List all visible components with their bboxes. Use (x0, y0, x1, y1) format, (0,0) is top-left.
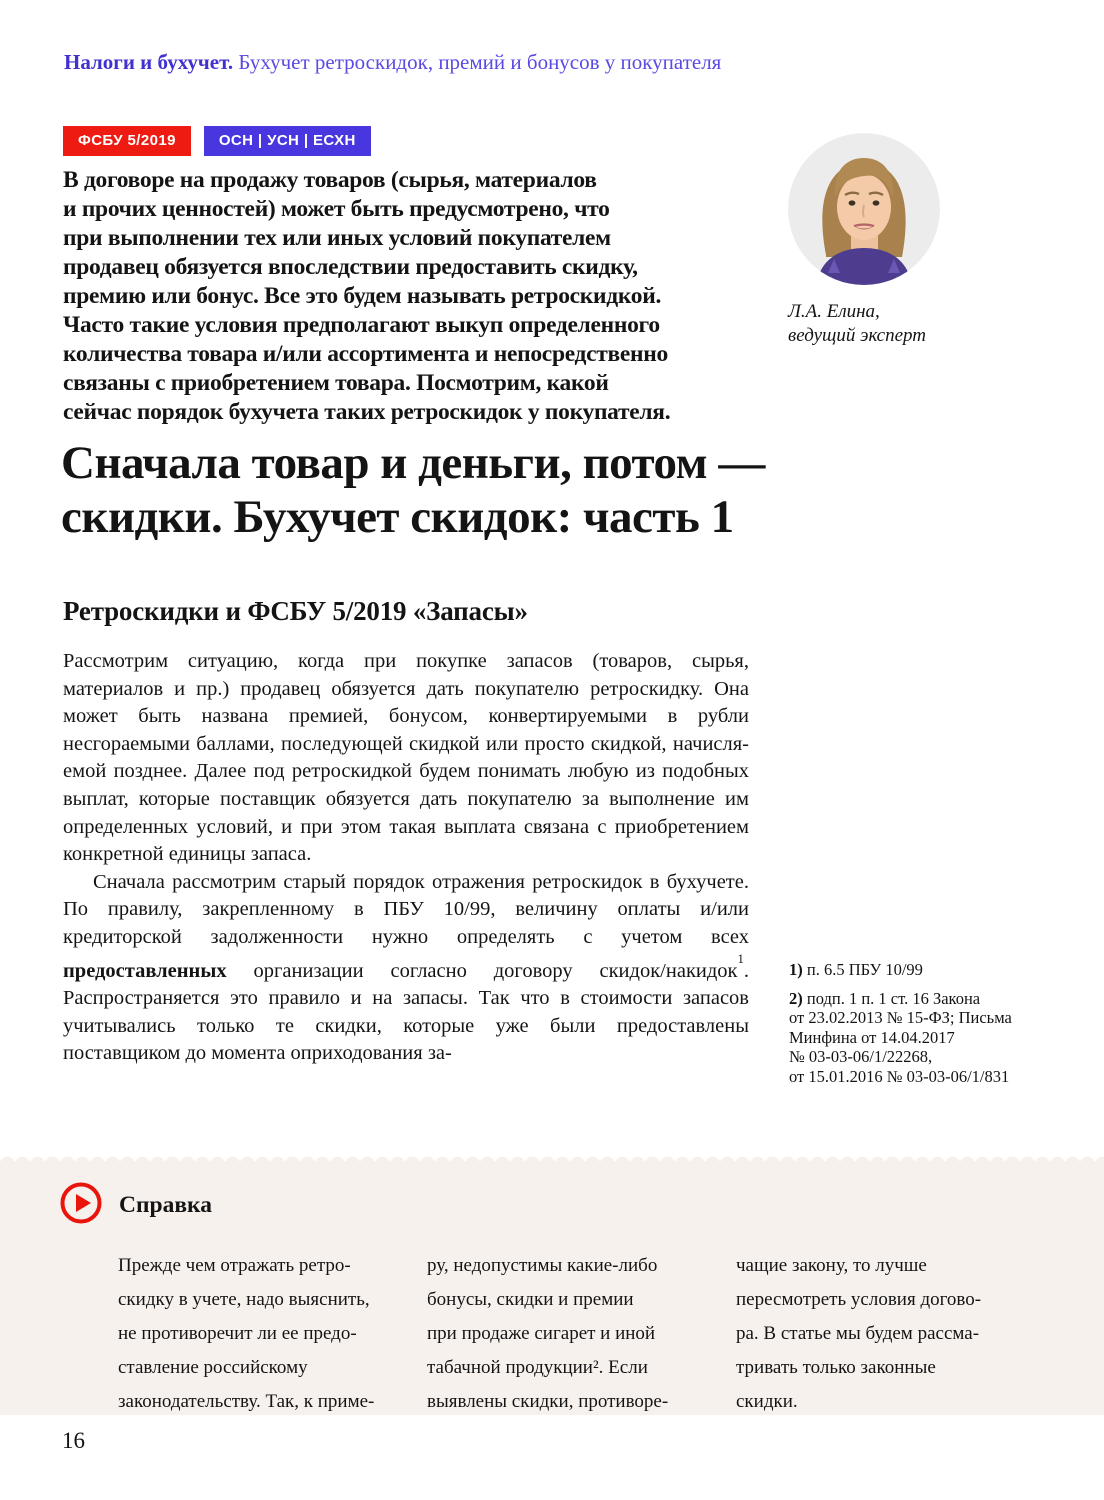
author-block (788, 133, 1023, 348)
reference-box-title: Справка (119, 1192, 212, 1218)
bold-term: предоставленных (63, 959, 227, 982)
body-paragraph-2 (63, 869, 749, 1068)
play-circle-icon (60, 1182, 102, 1229)
footnote-2 (789, 989, 1039, 1087)
body-paragraph-2-text: организации согласно договору скидок/накидок (226, 959, 738, 982)
reference-column-1: Прежде чем отражать ретро- скидку в учете, надо выяснить, не противоречит ли ее предо- ставление российскому законодательству. Так, к приме- (118, 1255, 375, 1412)
footnote-ref-1: 1 (737, 951, 744, 966)
lead-paragraph: В договоре на продажу товаров (сырья, материалов и прочих ценностей) может быть предусмотрено, что при выполнении тех или иных условий покупателем продавец обязуется впоследствии предоставить скидку, премию или бонус. Все это будем называть ретроскидкой. Часто такие условия предполагают выкуп определенного количества товара и/или ассортимента и непосредственно связаны с приобретением товара. Посмотрим, какой сейчас порядок бухучета таких ретроскидок у покупателя. (63, 167, 671, 425)
footnote-2-number: 2) (789, 988, 803, 1008)
margin-footnotes (789, 960, 1039, 1086)
tag-badges (63, 126, 371, 156)
reference-column-3: чащие закону, то лучше пересмотреть условия догово- ра. В статье мы будем рассма- тривать только законные скидки. (736, 1255, 982, 1412)
reference-box (0, 1161, 1104, 1415)
author-portrait-photo (788, 272, 940, 289)
author-caption (788, 300, 1023, 348)
section-heading: Ретроскидки и ФСБУ 5/2019 «Запасы» (63, 596, 528, 626)
article-kicker: Бухучет ретроскидок, премий и бонусов у покупателя (238, 50, 722, 74)
body-paragraph-2-text: . Распространяется это правило и на запасы. Так что в стоимости запасов учитывались только те скидки, которые уже были предоставлены поставщиком до момента оприходования за- (63, 959, 749, 1065)
page-number: 16 (62, 1428, 85, 1453)
body-paragraph-2-text: Сначала рассмотрим старый порядок отражения ретроскидок в бухучете. По правилу, закрепленному в ПБУ 10/99, величину оплаты и/или кредиторской задолженности нужно определять с учетом всех (63, 870, 749, 948)
running-head (64, 50, 721, 75)
reference-box-header (60, 1182, 212, 1229)
reference-box-columns (118, 1249, 1008, 1419)
badge-fsbu: ФСБУ 5/2019 (63, 126, 191, 156)
footnote-1 (789, 960, 1039, 980)
rubric-label: Налоги и бухучет. (64, 50, 234, 74)
author-role: ведущий эксперт (788, 325, 926, 346)
reference-column-2: ру, недопустимы какие-либо бонусы, скидки и премии при продаже сигарет и иной табачной продукции². Если выявлены скидки, противоре- (427, 1255, 669, 1412)
footnote-1-number: 1) (789, 960, 803, 979)
footnote-1-text: п. 6.5 ПБУ 10/99 (806, 960, 923, 979)
author-name: Л.А. Елина, (788, 301, 880, 322)
article-headline: Сначала товар и деньги, потом — скидки. Бухучет скидок: часть 1 (61, 437, 765, 543)
body-text (63, 648, 749, 1068)
scalloped-edge (0, 1153, 1104, 1161)
footnote-2-text: подп. 1 п. 1 ст. 16 Закона от 23.02.2013 № 15-ФЗ; Письма Минфина от 14.04.2017 № 03-03-06/1/22268, от 15.01.2016 № 03-03-06/1/831 (789, 988, 1012, 1086)
badge-tax-regimes: ОСН | УСН | ЕСХН (204, 126, 371, 156)
body-paragraph-1: Рассмотрим ситуацию, когда при покупке запасов (товаров, сырья, материалов и пр.) продавец обязуется дать покупателю ретроскидку. Она может быть названа премией, бонусом, конвертируемыми в рубли несгораемыми баллами, последующей скидкой или просто скидкой, начисляемой позднее. Далее под ретроскидкой будем понимать любую из подобных выплат, которые поставщик обязуется дать покупателю за выполнение им определенных условий, и при этом такая выплата связана с приобретением конкретной единицы запаса. (63, 650, 749, 866)
